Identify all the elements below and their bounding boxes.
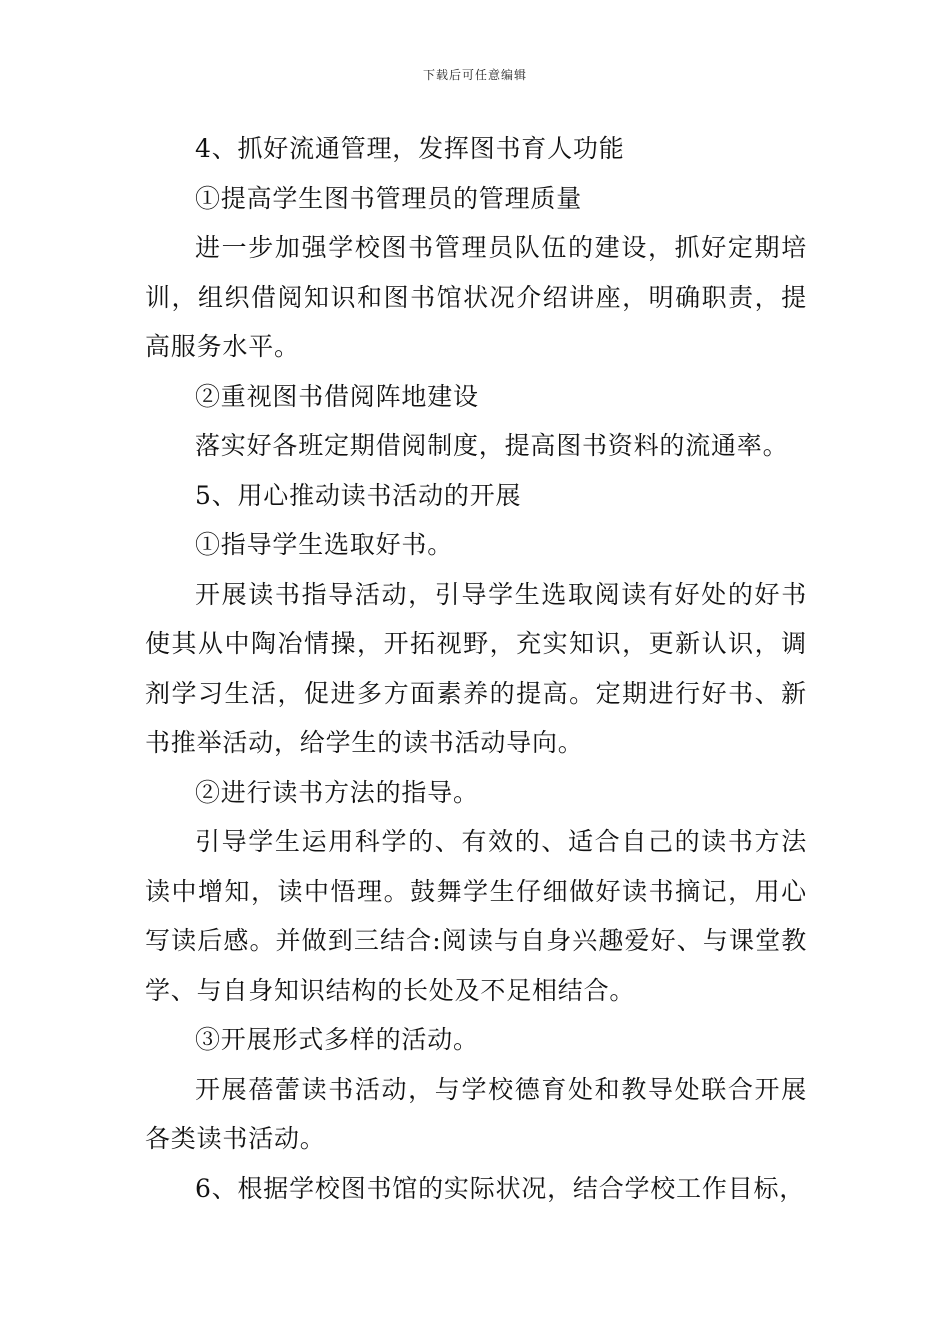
subheading-2: ②进行读书方法的指导。 [195,777,479,807]
subheading-1: ①提高学生图书管理员的管理质量 [195,183,583,213]
subheading-1: ①指导学生选取好书。 [195,530,454,559]
subheading-2: ②重视图书借阅阵地建设 [195,381,479,411]
section-heading-6: 6、根据学校图书馆的实际状况，结合学校工作目标， [195,1173,806,1203]
page-header-note: 下载后可任意编辑 [422,68,527,82]
section-heading-5: 5、用心推动读书活动的开展 [195,480,522,510]
paragraph: 开展蓓蕾读书活动，与学校德育处和教导处联合开展各类读书活动。 [145,1074,807,1153]
subheading-3: ③开展形式多样的活动。 [195,1025,479,1054]
paragraph: 落实好各班定期借阅制度，提高图书资料的流通率。 [195,431,789,460]
paragraph: 开展读书指导活动，引导学生选取阅读有好处的好书使其从中陶冶情操，开拓视野，充实知识，更新认识，调剂学习生活，促进多方面素养的提高。定期进行好书、新书推举活动，给学生的读书活动导向。 [145,579,807,757]
paragraph: 进一步加强学校图书管理员队伍的建设，抓好定期培训，组织借阅知识和图书馆状况介绍讲座，明确职责，提高服务水平。 [145,233,807,361]
section-heading-4: 4、抓好流通管理，发挥图书育人功能 [195,134,625,163]
paragraph: 引导学生运用科学的、有效的、适合自己的读书方法读中增知，读中悟理。鼓舞学生仔细做好读书摘记，用心写读后感。并做到三结合:阅读与自身兴趣爱好、与课堂教学、与自身知识结构的长处及不足相结合。 [145,827,807,1005]
document-body [145,124,807,1213]
